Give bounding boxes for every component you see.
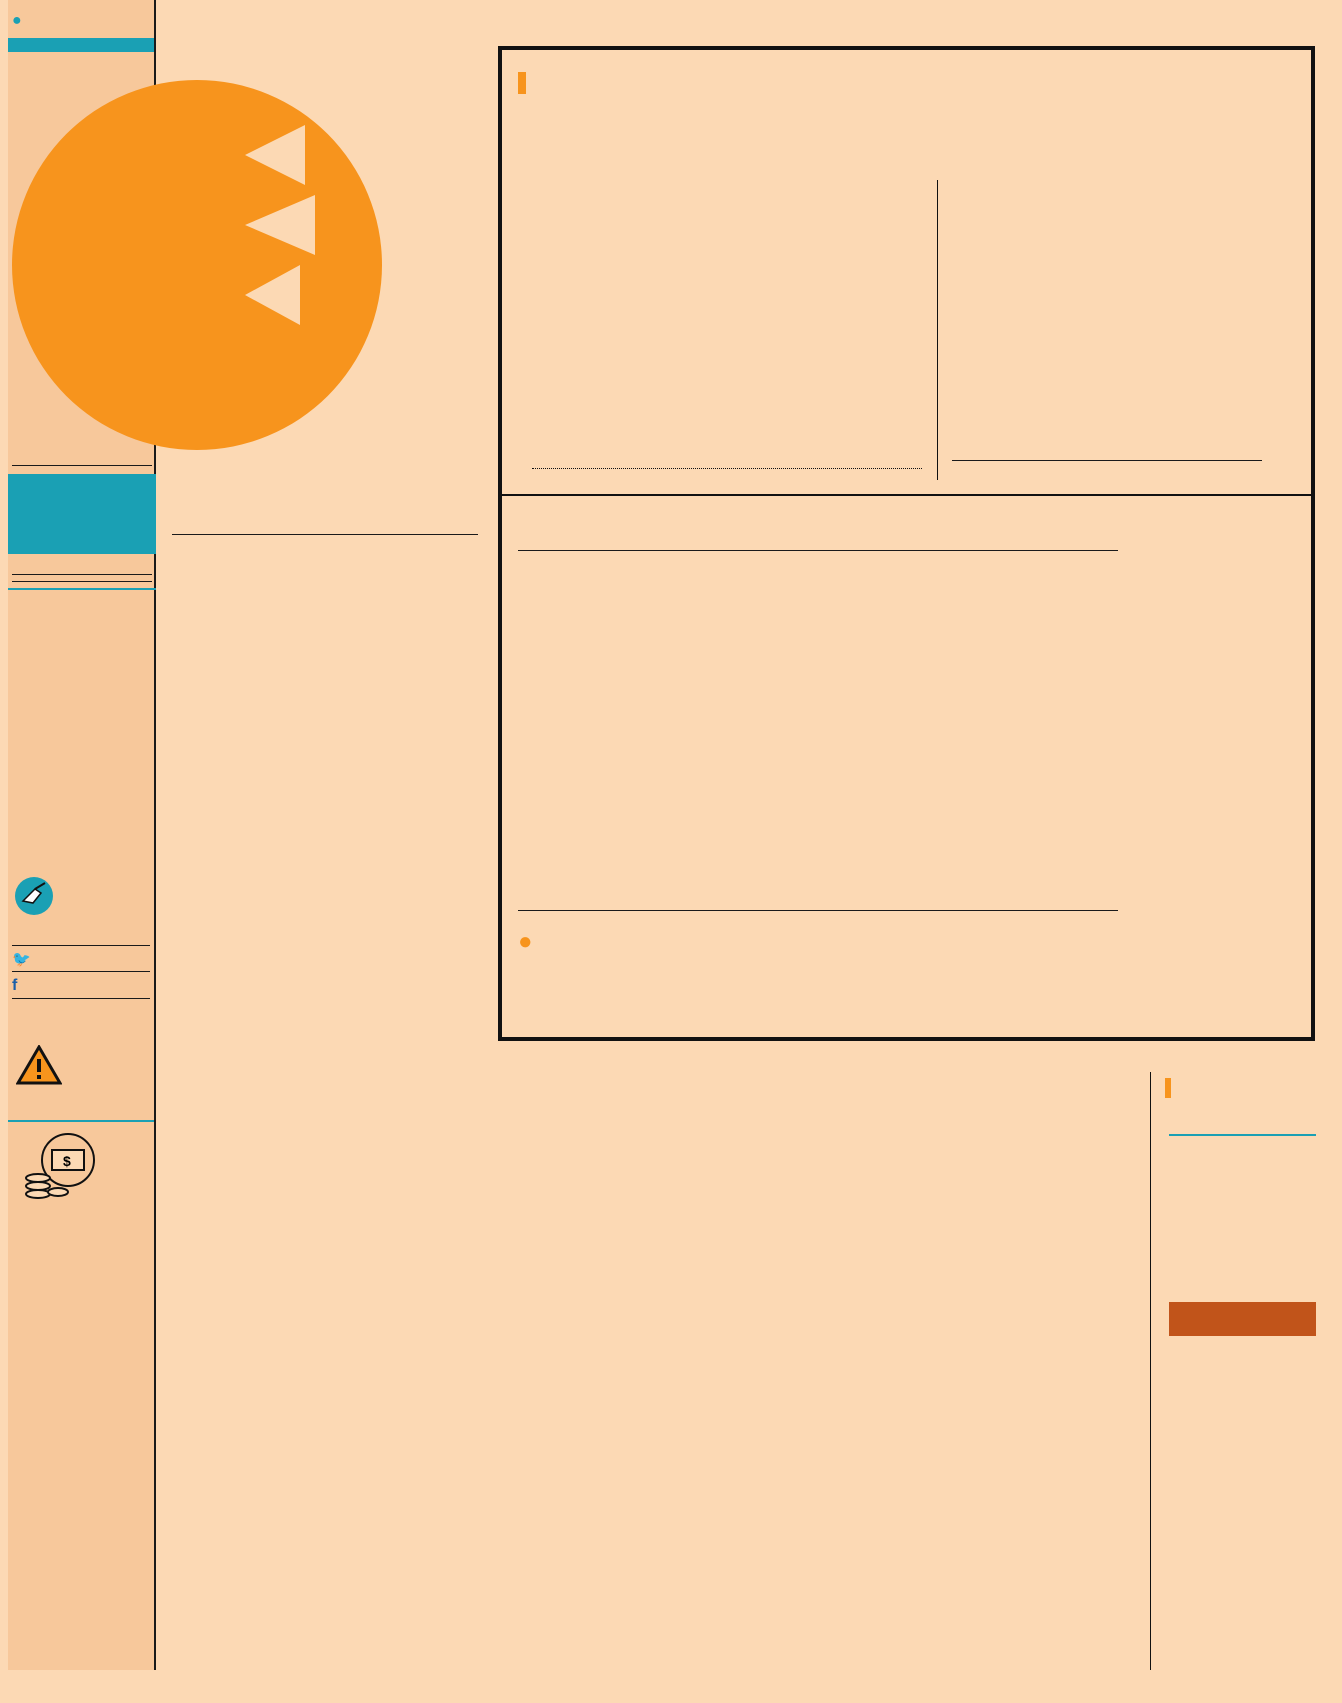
sidebar-lower	[8, 465, 156, 1670]
line-chart	[532, 200, 952, 520]
chart-divider	[937, 180, 938, 480]
article-col1	[172, 555, 478, 1670]
pointing-hand-icon	[13, 875, 55, 917]
article-col2	[498, 1072, 806, 1670]
facebook-icon: f	[12, 977, 18, 994]
bar-chart-categories	[952, 466, 1262, 526]
bullet-icon: ●	[518, 928, 532, 955]
credits	[8, 554, 156, 590]
bar-chart	[952, 180, 1262, 460]
cds-table	[1169, 1302, 1316, 1336]
coins-money-icon	[16, 1130, 104, 1200]
article-col3	[826, 1072, 1132, 1670]
feature-box	[498, 46, 1315, 1041]
logo-triangles-icon	[245, 125, 355, 325]
cds-table-header	[1169, 1302, 1316, 1336]
side-title-marker	[1165, 1078, 1171, 1098]
facebook-link[interactable]	[12, 977, 17, 995]
svg-text:$: $	[63, 1153, 71, 1169]
brand-name	[12, 12, 21, 30]
publicacion-label	[8, 466, 156, 474]
dek	[518, 924, 1298, 960]
warning-icon	[16, 1045, 62, 1085]
title-marker	[518, 72, 526, 94]
twitter-link[interactable]	[12, 950, 31, 968]
date-box	[8, 474, 156, 554]
site-url[interactable]	[8, 38, 154, 52]
twitter-icon: 🐦	[12, 951, 31, 968]
side-box	[1150, 1072, 1315, 1670]
ee-logo-icon: ●	[12, 12, 22, 29]
